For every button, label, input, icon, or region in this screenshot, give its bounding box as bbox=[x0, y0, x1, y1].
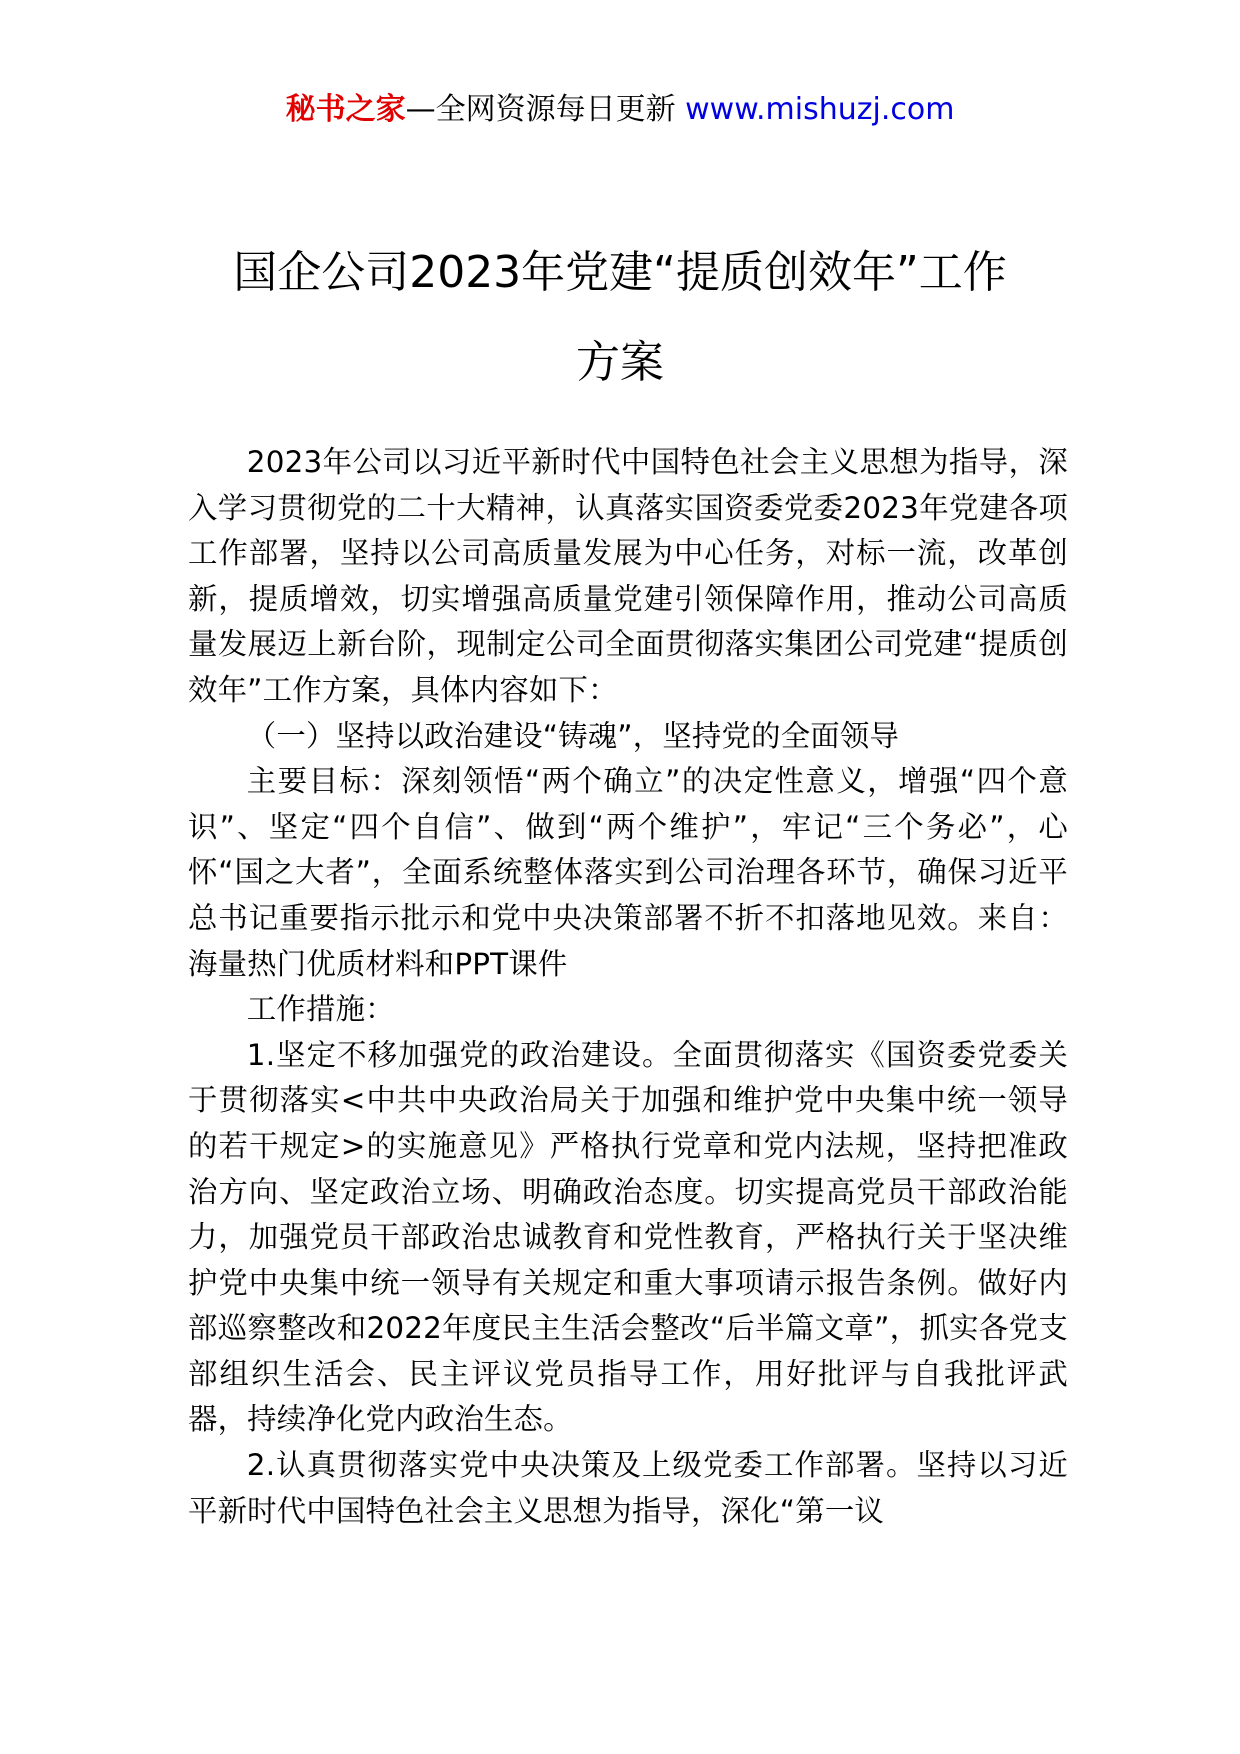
site-banner bbox=[0, 88, 1240, 132]
site-brand: 秘书之家 bbox=[285, 92, 406, 127]
measure-2-paragraph: 2.认真贯彻落实党中央决策及上级党委工作部署。坚持以习近平新时代中国特色社会主义思想为指导，深化“第一议 bbox=[188, 1448, 1068, 1528]
section-heading-1: （一）坚持以政治建设“铸魂”，坚持党的全面领导 bbox=[246, 718, 900, 753]
site-tagline: —全网资源每日更新 bbox=[405, 92, 676, 127]
intro-paragraph: 2023年公司以习近平新时代中国特色社会主义思想为指导，深入学习贯彻党的二十大精神，认真落实国资委党委2023年党建各项工作部署，坚持以公司高质量发展为中心任务，对标一流，改革创新，提质增效，切实增强高质量党建引领保障作用，推动公司高质量发展迈上新台阶，现制定公司全面贯彻落实集团公司党建“提质创效年”工作方案，具体内容如下： bbox=[188, 445, 1068, 707]
document-title-line-1: 国企公司2023年党建“提质创效年”工作 bbox=[233, 247, 1007, 298]
site-url-link[interactable]: www.mishuzj.com bbox=[685, 92, 955, 127]
document-title-line-2: 方案 bbox=[576, 337, 664, 388]
main-goal-paragraph: 主要目标：深刻领悟“两个确立”的决定性意义，增强“四个意识”、坚定“四个自信”、做到“两个维护”，牢记“三个务必”，心怀“国之大者”，全面系统整体落实到公司治理各环节，确保习近平总书记重要指示批示和党中央决策部署不折不扣落地见效。来自：海量热门优质材料和PPT课件 bbox=[188, 764, 1068, 981]
document-title bbox=[150, 228, 1090, 408]
document-body bbox=[188, 440, 1068, 1534]
measure-1-paragraph: 1.坚定不移加强党的政治建设。全面贯彻落实《国资委党委关于贯彻落实<中共中央政治局关于加强和维护党中央集中统一领导的若干规定>的实施意见》严格执行党章和党内法规，坚持把准政治方向、坚定政治立场、明确政治态度。切实提高党员干部政治能力，加强党员干部政治忠诚教育和党性教育，严格执行关于坚决维护党中央集中统一领导有关规定和重大事项请示报告条例。做好内部巡察整改和2022年度民主生活会整改“后半篇文章”，抓实各党支部组织生活会、民主评议党员指导工作，用好批评与自我批评武器，持续净化党内政治生态。 bbox=[188, 1037, 1068, 1437]
measures-heading: 工作措施： bbox=[246, 992, 395, 1027]
